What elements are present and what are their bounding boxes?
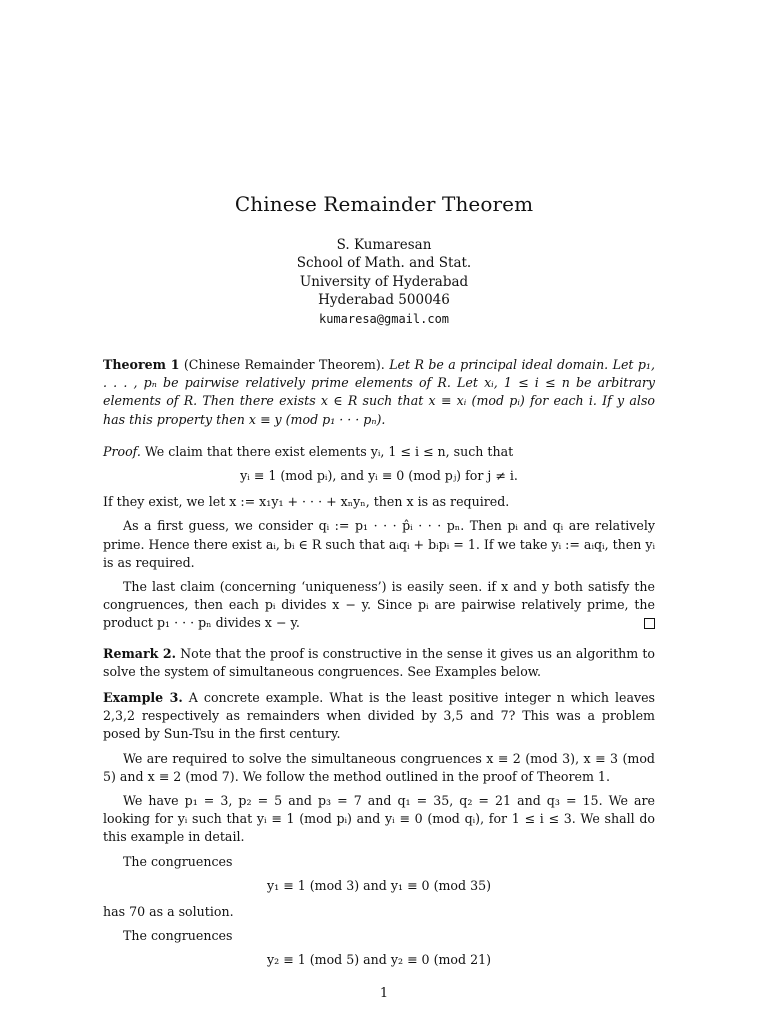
author-block (0, 236, 768, 328)
example-paragraph-2: We have p₁ = 3, p₂ = 5 and p₃ = 7 and q₁ = 35, q₂ = 21 and q₃ = 15. We are looking for yᵢ such that yᵢ ≡ 1 (mod pᵢ) and yᵢ ≡ 0 (mod qᵢ), for 1 ≤ i ≤ 3. We shall do this example in detail. (103, 793, 655, 845)
example-3 (103, 689, 655, 744)
congruence-2-display: y₂ ≡ 1 (mod 5) and y₂ ≡ 0 (mod 21) (266, 952, 492, 968)
author-department: School of Math. and Stat. (296, 255, 472, 272)
theorem-label: Theorem 1 (103, 357, 180, 372)
proof-intro-text: We claim that there exist elements yᵢ, 1 ≤ i ≤ n, such that (144, 443, 514, 459)
example-text: A concrete example. What is the least positive integer n which leaves 2,3,2 respectively as remainders when divided by 3,5 and 7? This was a problem posed by Sun-Tsu in the first century. (103, 690, 655, 742)
proof-label: Proof. (103, 443, 141, 459)
example-paragraph-1: We are required to solve the simultaneous congruences x ≡ 2 (mod 3), x ≡ 3 (mod 5) and x ≡ 2 (mod 7). We follow the method outlined in the proof of Theorem 1. (103, 750, 655, 784)
congruence-1-after: has 70 as a solution. (103, 904, 234, 920)
congruence-2-intro: The congruences (123, 928, 233, 944)
author-city: Hyderabad 500046 (318, 292, 450, 309)
congruence-1-intro: The congruences (123, 853, 233, 869)
theorem-statement: Let R be a principal ideal domain. Let p₁, . . . , pₙ be pairwise relatively prime elements of R. Let xᵢ, 1 ≤ i ≤ n be arbitrary elements of R. Then there exists x ∈ R such that x ≡ xᵢ (mod pᵢ) for each i. If y also has this property then x ≡ y (mod p₁ · · · pₙ). (103, 357, 655, 427)
remark-text: Note that the proof is constructive in the sense it gives us an algorithm to solve the system of simultaneous congruences. See Examples below. (103, 645, 655, 679)
example-label: Example 3. (103, 690, 183, 706)
qed-square-icon (644, 618, 655, 629)
paper-body (103, 356, 655, 978)
author-name: S. Kumaresan (336, 237, 432, 253)
proof-intro (103, 443, 655, 461)
proof-display-equation: yᵢ ≡ 1 (mod pᵢ), and yᵢ ≡ 0 (mod pⱼ) for j ≠ i. (240, 468, 518, 484)
author-email: kumaresa@gmail.com (318, 311, 450, 326)
proof-paragraph-3 (103, 578, 655, 633)
page-number: 1 (379, 986, 389, 1001)
remark-2 (103, 645, 655, 681)
proof-paragraph-2: As a first guess, we consider qᵢ := p₁ · · · p̂ᵢ · · · pₙ. Then pᵢ and qᵢ are relatively prime. Hence there exist aᵢ, bᵢ ∈ R such that aᵢqᵢ + bᵢpᵢ = 1. If we take yᵢ := aᵢqᵢ, then yᵢ is as required. (103, 518, 655, 570)
remark-label: Remark 2. (103, 645, 176, 661)
author-university: University of Hyderabad (299, 273, 469, 290)
theorem-name: (Chinese Remainder Theorem). (183, 357, 385, 372)
congruence-1-display: y₁ ≡ 1 (mod 3) and y₁ ≡ 0 (mod 35) (266, 877, 492, 893)
paper-title: Chinese Remainder Theorem (234, 192, 534, 216)
proof-paragraph-3-text: The last claim (concerning ‘uniqueness’) is easily seen. if x and y both satisfy the congruences, then each pᵢ divides x − y. Since pᵢ are pairwise relatively prime, the product p₁ · · · pₙ divides x − y. (103, 579, 655, 631)
theorem-1 (103, 356, 655, 429)
proof-paragraph-1: If they exist, we let x := x₁y₁ + · · · + xₙyₙ, then x is as required. (103, 494, 510, 510)
